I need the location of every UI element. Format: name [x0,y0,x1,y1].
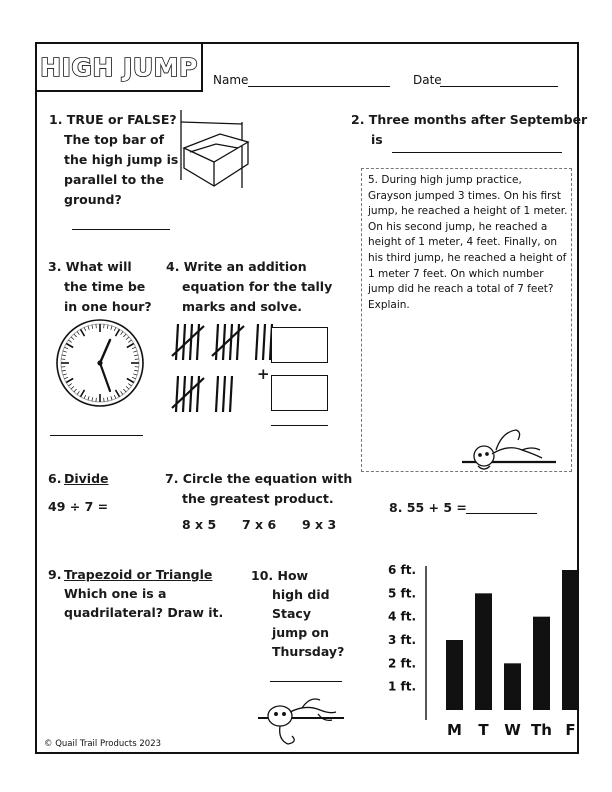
tally-stick [190,324,192,360]
q2-line-1: 2. Three months after September [351,112,588,127]
q10-line-5: Thursday? [272,644,345,659]
chart-ytick-label: 5 ft. [388,586,417,601]
q1-line-3: the high jump is [64,152,179,167]
tally-stick [223,376,225,412]
q4-line-2: equation for the tally [182,279,333,294]
q1-line-2: The top bar of [64,132,165,147]
high-jump-bar-chart [380,560,576,746]
clock-icon [55,318,145,408]
name-label: Name [213,73,249,87]
q4-answer-line[interactable] [271,425,328,426]
date-label: Date [413,73,442,87]
chart-ytick-label: 2 ft. [388,656,417,671]
chart-ytick-label: 1 ft. [388,679,417,694]
q9-line-2: quadrilateral? Draw it. [64,605,224,620]
jumper-icon [462,424,558,472]
q8-problem: 8. 55 + 5 = [389,500,467,515]
chart-ytick-label: 3 ft. [388,633,417,647]
tally-stick [176,376,178,412]
q7-option-3[interactable]: 9 x 3 [302,517,337,532]
q9-number: 9. [48,567,62,582]
q9-label: Trapezoid or Triangle [64,567,213,582]
q4-line-1: 4. Write an addition [166,259,307,274]
tally-marks-top [174,322,254,362]
chart-bar [533,617,550,710]
tally-stick [176,324,178,360]
tally-stick [223,324,225,360]
q1-line-4: parallel to the [64,172,164,187]
q3-line-2: the time be [64,279,146,294]
q10-line-1: 10. How [251,568,309,583]
name-line[interactable] [248,86,390,87]
q3-line-3: in one hour? [64,299,152,314]
tally-marks-bottom [174,374,254,414]
chart-xtick-label: F [565,721,576,739]
q7-line-1: 7. Circle the equation with [165,471,353,486]
jumper-over-bar-icon [258,692,346,748]
q7-option-2[interactable]: 7 x 6 [242,517,277,532]
q7-option-1[interactable]: 8 x 5 [182,517,217,532]
worksheet-title: HIGH JUMP [40,52,198,82]
q1-answer-line[interactable] [72,229,170,230]
q5-text: 5. During high jump practice, Grayson jumped 3 times. On his first jump, he reached a height of 1 meter. On his second jump, he reached a height of 1 meter, 4 feet. Finally, on his third jump, he reached a height of 1 meter 7 feet. On which number jump did he reach a total of 7 feet? Explain. [368,174,568,311]
q2-answer-line[interactable] [392,152,562,153]
q6-problem: 49 ÷ 7 = [48,499,109,514]
chart-xtick-label: M [447,721,462,739]
date-line[interactable] [440,86,558,87]
q7-line-2: the greatest product. [182,491,334,506]
addend-box-1[interactable] [271,327,328,363]
chart-bar [475,593,492,710]
tally-stick [197,324,199,360]
q6-number: 6. [48,471,62,486]
tally-stick [197,376,199,412]
q10-line-2: high did [272,587,330,602]
q2-line-2: is [371,132,383,147]
addend-box-2[interactable] [271,375,328,411]
chart-bar [562,570,579,710]
chart-bar [504,663,521,710]
high-jump-mat-icon [176,108,252,192]
q10-line-3: Stacy [272,606,311,621]
q3-line-1: 3. What will [48,259,132,274]
chart-ytick-label: 4 ft. [388,609,417,624]
tally-stick [237,324,239,360]
q1-line-1: 1. TRUE or FALSE? [49,112,177,127]
chart-xtick-label: Th [531,721,552,739]
tally-stick [216,324,218,360]
q4-line-3: marks and solve. [182,299,303,314]
q10-answer-line[interactable] [270,681,342,682]
chart-xtick-label: T [478,721,489,739]
chart-xtick-label: W [504,721,521,739]
q8-answer-line[interactable] [466,513,537,514]
q6-label: Divide [64,471,109,486]
tally-stick [183,376,185,412]
q1-line-5: ground? [64,192,122,207]
q3-answer-line[interactable] [50,435,143,436]
tally-stick [230,376,232,412]
copyright-notice: © Quail Trail Products 2023 [44,739,162,749]
tally-stick [190,376,192,412]
chart-bar [446,640,463,710]
tally-stick [230,324,232,360]
tally-stick [216,376,218,412]
title-box [35,42,203,92]
chart-ytick-label: 6 ft. [388,563,417,577]
q9-line-1: Which one is a [64,586,167,601]
tally-stick [183,324,185,360]
plus-sign: + [257,365,270,383]
q10-line-4: jump on [272,625,329,640]
